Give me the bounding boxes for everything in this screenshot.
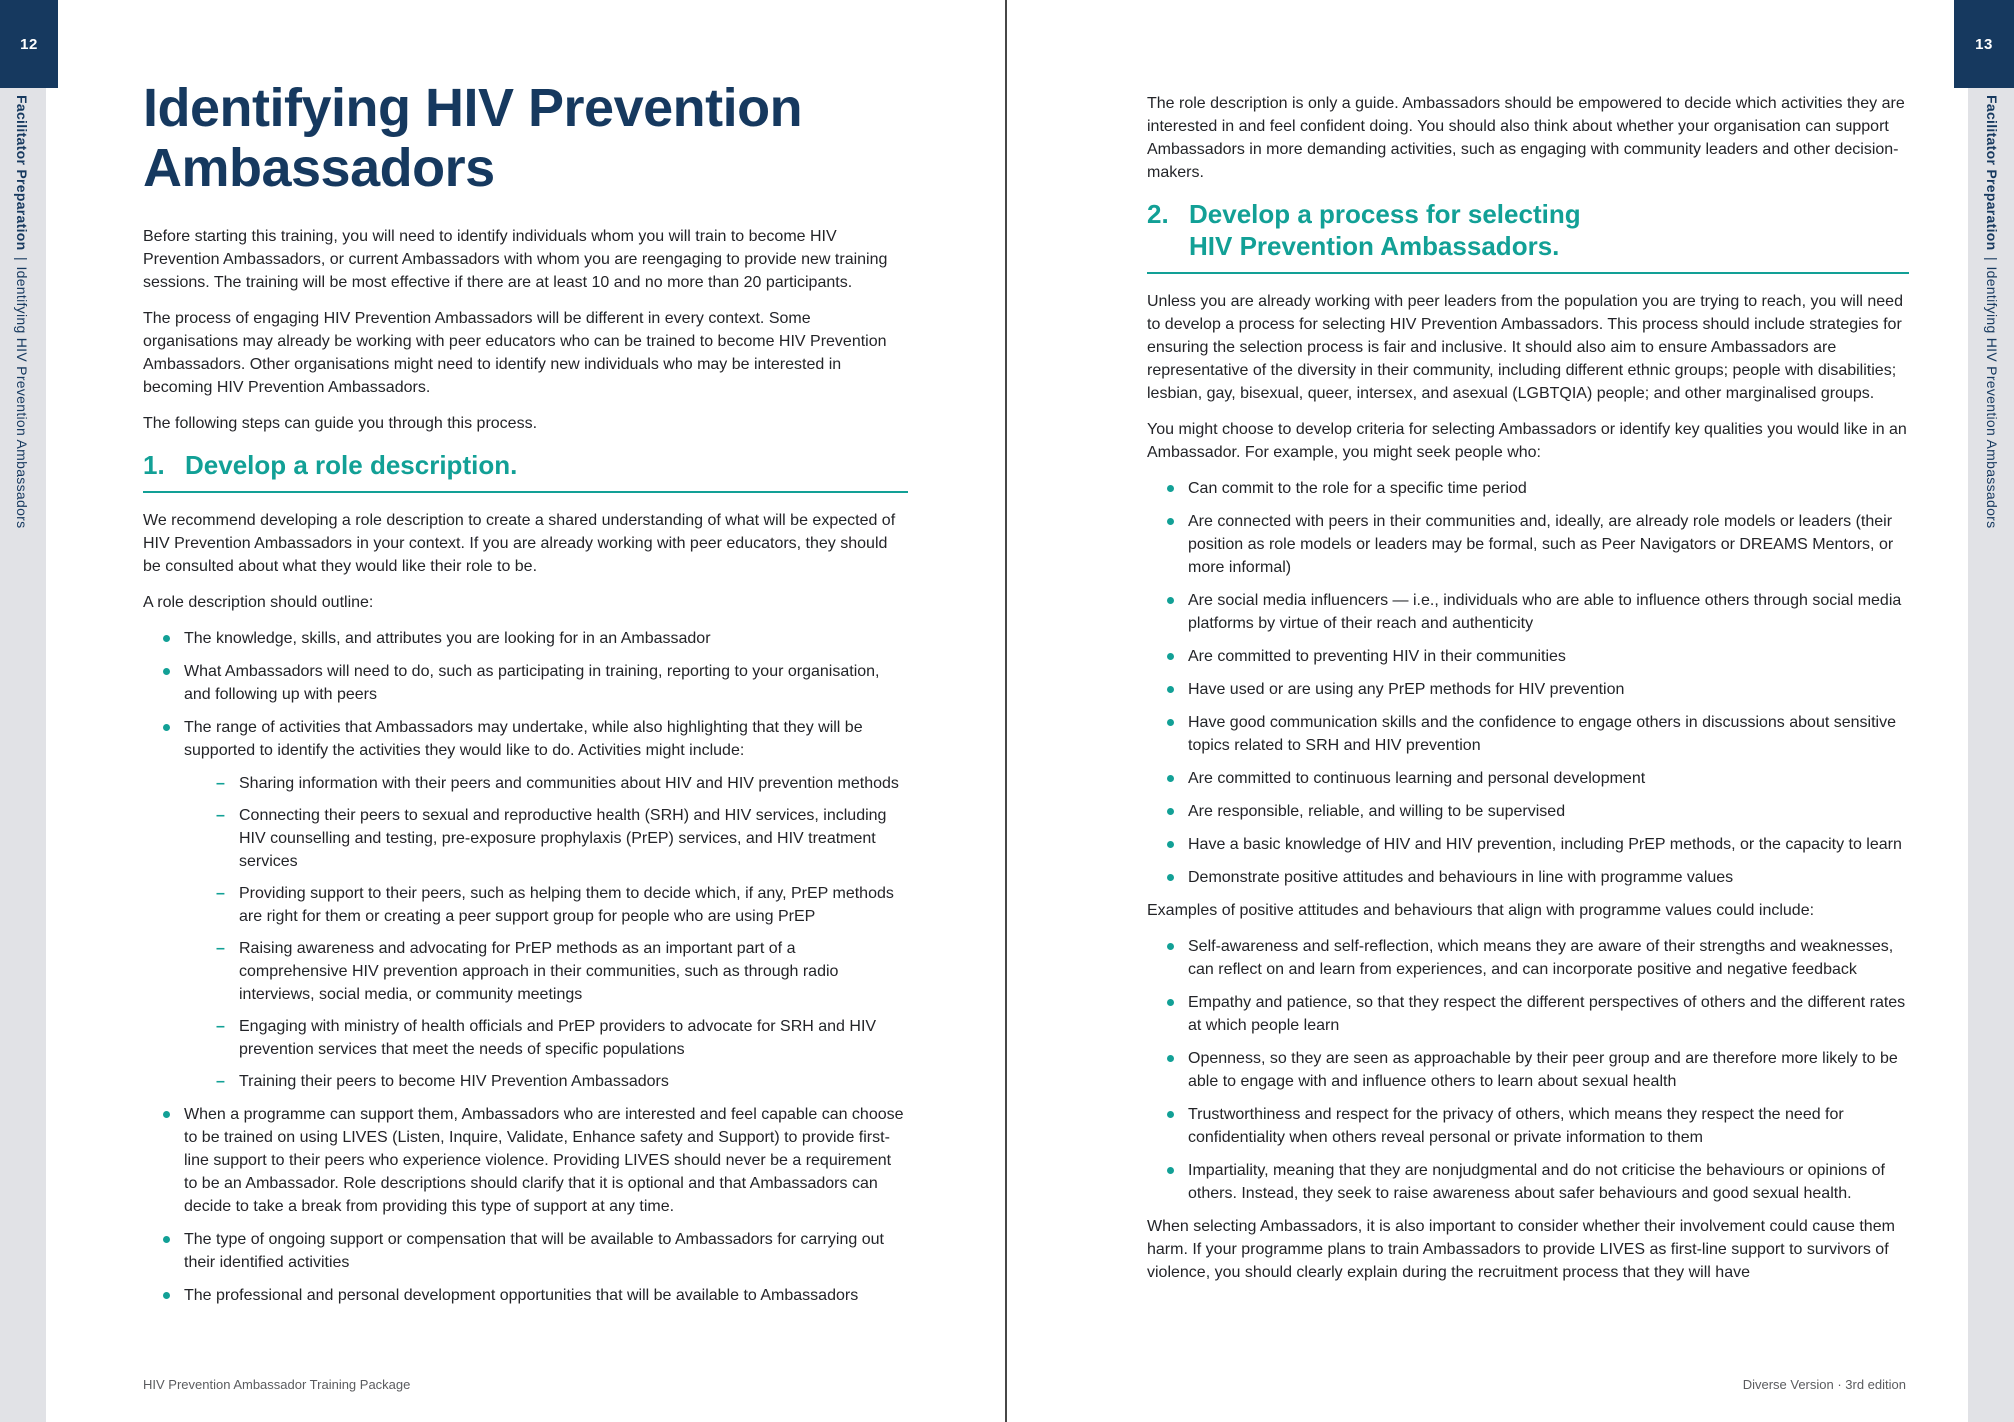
page-number: 12 [20,35,38,53]
intro-paragraph: The process of engaging HIV Prevention Ambassadors will be different in every context. Some organisations may already be working with peer educators who can be trained to become HIV Prevention Ambassadors. Other organisations might need to identify new individuals who may be interested in becoming HIV Prevention Ambassadors. [143,309,887,396]
list-item: Are committed to preventing HIV in their communities [1165,645,1909,668]
list-item: Self-awareness and self-reflection, which means they are aware of their strengths and weaknesses, can reflect on and learn from experiences, and can incorporate positive and negative feedback [1165,935,1909,981]
section-title-line1: Develop a process for selecting [1189,199,1581,229]
list-item: Have used or are using any PrEP methods for HIV prevention [1165,678,1909,701]
intro-paragraph: The following steps can guide you through this process. [143,414,538,432]
section-paragraph: Unless you are already working with peer leaders from the population you are trying to reach, you will need to develop a process for selecting HIV Prevention Ambassadors. This process should include strategies for ensuring the selection process is fair and inclusive. It should also aim to ensure Ambassadors are representative of the diversity in their community, including different ethnic groups; people with disabilities; lesbian, gay, bisexual, queer, intersex, and asexual (LGBTQIA) people; and other marginalised groups. [1147,293,1903,402]
list-item: Are committed to continuous learning and personal development [1165,767,1909,790]
list-item: When a programme can support them, Ambassadors who are interested and feel capable can choose to be trained on using LIVES (Listen, Inquire, Validate, Enhance safety and Support) to provide first-line support to their peers who experience violence. Providing LIVES should never be a requirement to be an Ambassador. Role descriptions should clarify that it is optional and that Ambassadors can decide to take a break from providing this type of support at any time. [161,1103,908,1218]
page-number-box-right [1954,0,2014,88]
sidebar-section-label: Facilitator Preparation [14,95,30,251]
list-item: Can commit to the role for a specific time period [1165,477,1909,500]
list-item: Demonstrate positive attitudes and behaviours in line with programme values [1165,866,1909,889]
list-item: Trustworthiness and respect for the privacy of others, which means they respect the need for confidentiality when others reveal personal or private information to them [1165,1103,1909,1149]
section-title [1189,198,1581,262]
sub-list-item: – Sharing information with their peers and communities about HIV and HIV prevention methods [216,772,908,795]
sub-list-item: – Connecting their peers to sexual and reproductive health (SRH) and HIV services, including HIV counselling and testing, pre-exposure prophylaxis (PrEP) services, and HIV treatment services [216,804,908,873]
left-sidebar-label [14,95,30,528]
page-13-content [1147,0,1909,1297]
list-item: Impartiality, meaning that they are nonjudgmental and do not criticise the behaviours or opinions of others. Instead, they seek to raise awareness about safer behaviours and good sexual health. [1165,1159,1909,1205]
list-item: Have good communication skills and the confidence to engage others in discussions about sensitive topics related to SRH and HIV prevention [1165,711,1909,757]
sidebar-chapter-label: Identifying HIV Prevention Ambassadors [1984,266,2000,529]
list-item: Are connected with peers in their communities and, ideally, are already role models or leaders (their position as role models or leaders may be formal, such as Peer Navigators or DREAMS Mentors, or more informal) [1165,510,1909,579]
sidebar-section-label: Facilitator Preparation [1984,95,2000,251]
sidebar-separator: | [1984,256,2000,261]
page-title-line1: Identifying HIV Prevention [143,78,803,138]
page-title [143,78,908,199]
section-title: Develop a role description. [185,449,518,480]
list-item: The knowledge, skills, and attributes you are looking for in an Ambassador [161,627,908,650]
list-item: Have a basic knowledge of HIV and HIV prevention, including PrEP methods, or the capacity to learn [1165,833,1909,856]
section-title-line2: HIV Prevention Ambassadors. [1189,231,1560,261]
section-number: 2. [1147,199,1169,229]
section-paragraph: You might choose to develop criteria for selecting Ambassadors or identify key qualities you would like in an Ambassador. For example, you might seek people who: [1147,421,1907,461]
sub-list-item: – Engaging with ministry of health officials and PrEP providers to advocate for SRH and HIV prevention services that meet the needs of specific populations [216,1015,908,1061]
list-item: Are responsible, reliable, and willing to be supervised [1165,800,1909,823]
section-paragraph: A role description should outline: [143,593,374,611]
page-number: 13 [1975,35,1993,53]
list-item-text: The range of activities that Ambassadors may undertake, while also highlighting that they will be supported to identify the activities they would like to do. Activities might include: [184,718,863,759]
sub-list-item: – Providing support to their peers, such as helping them to decide which, if any, PrEP methods are right for them or creating a peer support group for people who are using PrEP [216,882,908,928]
page-number-box-left [0,0,58,88]
section-1-heading [143,449,908,493]
footer-document-title: HIV Prevention Ambassador Training Package [143,1377,411,1392]
examples-paragraph: Examples of positive attitudes and behaviours that align with programme values could include: [1147,902,1815,919]
list-item: The type of ongoing support or compensation that will be available to Ambassadors for carrying out their identified activities [161,1228,908,1274]
sidebar-separator: | [14,256,30,261]
list-item: What Ambassadors will need to do, such as participating in training, reporting to your organisation, and following up with peers [161,660,908,706]
list-item: Empathy and patience, so that they respect the different perspectives of others and the different rates at which people learn [1165,991,1909,1037]
top-paragraph: The role description is only a guide. Ambassadors should be empowered to decide which activities they are interested in and feel confident doing. You should also think about whether your organisation can support Ambassadors in more demanding activities, such as engaging with community leaders and other decision-makers. [1147,95,1905,181]
intro-paragraph: Before starting this training, you will need to identify individuals whom you will train to become HIV Prevention Ambassadors, or current Ambassadors with whom you are reengaging to provide new training sessions. The training will be most effective if there are at least 10 and no more than 20 participants. [143,227,888,291]
role-description-list [161,627,908,1307]
sidebar-chapter-label: Identifying HIV Prevention Ambassadors [14,266,30,529]
list-item [161,716,908,1093]
qualities-list [1165,477,1909,889]
closing-paragraph: When selecting Ambassadors, it is also important to consider whether their involvement could cause them harm. If your programme plans to train Ambassadors to provide LIVES as first-line support to survivors of violence, you should clearly explain during the recruitment process that they will have [1147,1218,1895,1281]
page-13 [1007,0,2014,1422]
list-item: Are social media influencers — i.e., individuals who are able to influence others through social media platforms by virtue of their reach and authenticity [1165,589,1909,635]
sub-list-item: – Training their peers to become HIV Prevention Ambassadors [216,1070,908,1093]
right-sidebar-label [1984,95,2000,528]
page-12-content [143,0,908,1317]
list-item: The professional and personal development opportunities that will be available to Ambassadors [161,1284,908,1307]
list-item: Openness, so they are seen as approachable by their peer group and are therefore more likely to be able to engage with and influence others to learn about sexual health [1165,1047,1909,1093]
footer-edition: Diverse Version · 3rd edition [1742,1377,1906,1392]
section-number: 1. [143,449,165,480]
attitudes-list [1165,935,1909,1205]
section-2-heading [1147,198,1909,274]
activities-sublist [216,772,908,1093]
page-title-line2: Ambassadors [143,138,495,199]
section-paragraph: We recommend developing a role description to create a shared understanding of what will be expected of HIV Prevention Ambassadors in your context. If you are already working with peer educators, they should be consulted about what they would like their role to be. [143,511,896,575]
sub-list-item: – Raising awareness and advocating for PrEP methods as an important part of a comprehensive HIV prevention approach in their communities, such as through radio interviews, social media, or community meetings [216,937,908,1006]
